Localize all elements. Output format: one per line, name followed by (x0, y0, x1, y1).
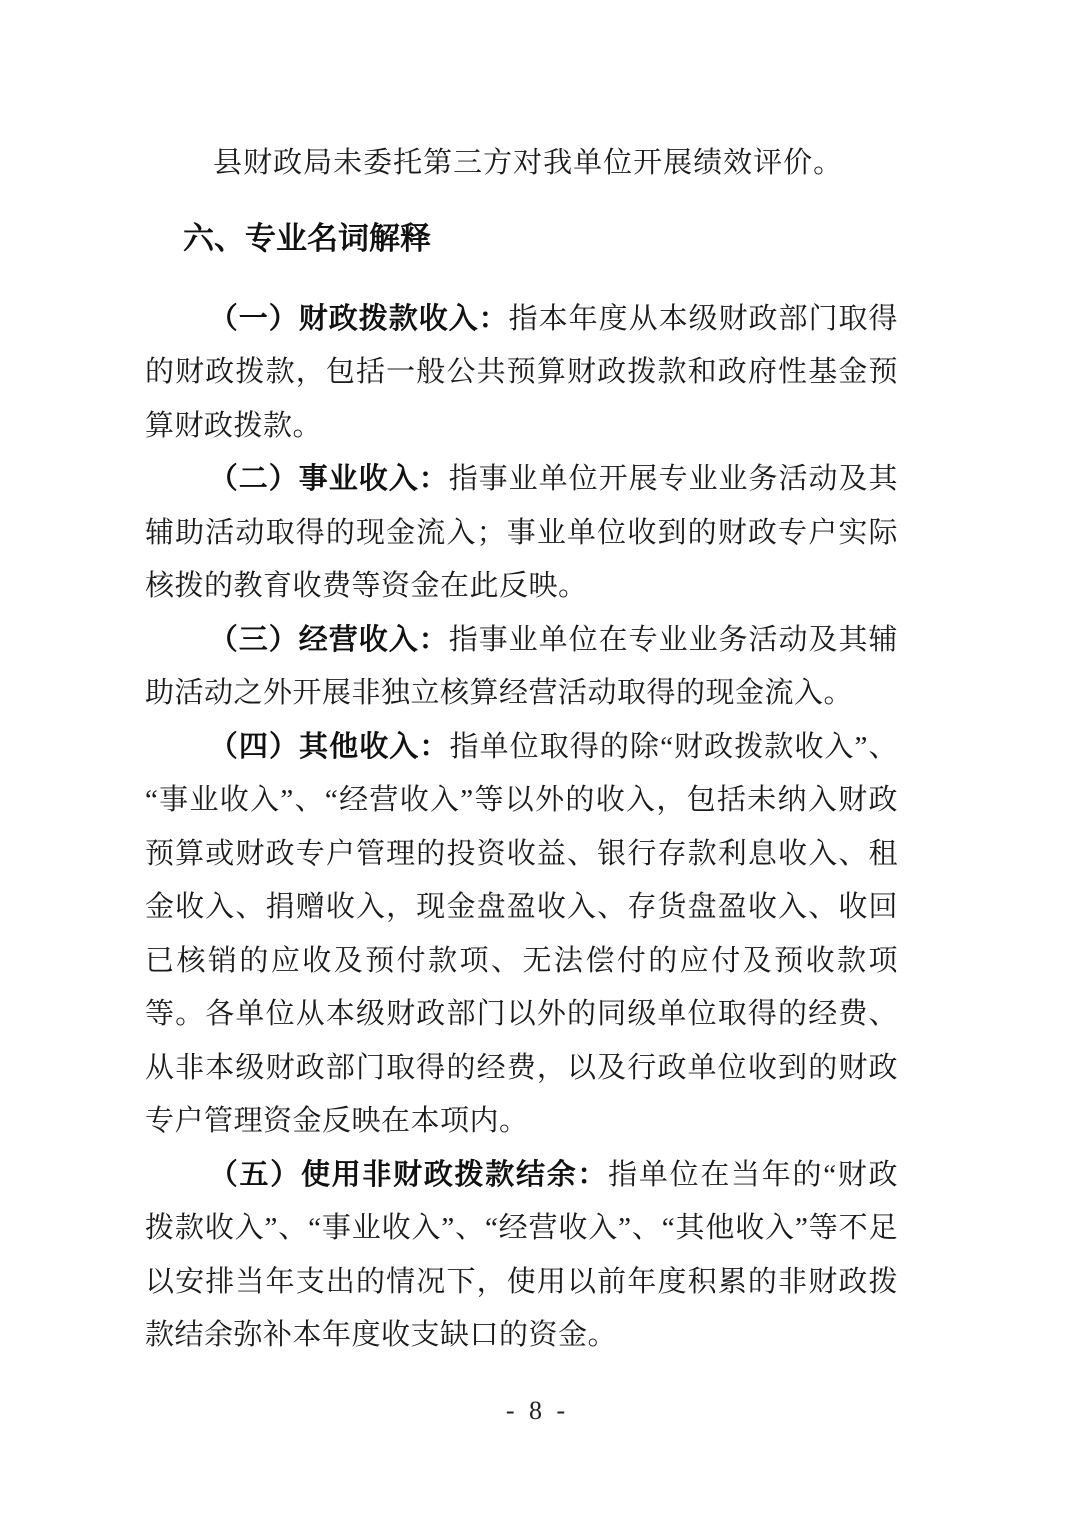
intro-paragraph: 县财政局未委托第三方对我单位开展绩效评价。 (213, 147, 844, 179)
term-paragraph-5 (145, 1149, 898, 1363)
term-paragraph-3 (145, 614, 898, 721)
term-lead-4: （四）其他收入： (208, 730, 450, 763)
page-number: - 8 - (505, 1396, 570, 1425)
term-paragraph-2 (145, 453, 898, 614)
section-heading: 六、专业名词解释 (183, 220, 431, 256)
term-body-5: 指单位在当年的“财政拨款收入”、“事业收入”、“经营收入”、“其他收入”等不足以安排当年支出的情况下，使用以前年度积累的非财政拨款结余弥补本年度收支缺口的资金。 (145, 1158, 898, 1351)
term-lead-1: （一）财政拨款收入： (208, 302, 509, 335)
term-body-3: 指事业单位在专业业务活动及其辅助活动之外开展非独立核算经营活动取得的现金流入。 (145, 623, 898, 709)
term-lead-2: （二）事业收入： (208, 463, 449, 495)
document-content (145, 0, 898, 1363)
term-lead-3: （三）经营收入： (208, 623, 449, 656)
term-body-1: 指本年度从本级财政部门取得的财政拨款，包括一般公共预算财政拨款和政府性基金预算财政拨款。 (145, 302, 898, 442)
term-body-2: 指事业单位开展专业业务活动及其辅助活动取得的现金流入；事业单位收到的财政专户实际核拨的教育收费等资金在此反映。 (145, 463, 898, 602)
term-lead-5: （五）使用非财政拨款结余： (208, 1158, 609, 1191)
term-paragraph-4 (145, 721, 898, 1149)
term-body-4: 指单位取得的除“财政拨款收入”、“事业收入”、“经营收入”等以外的收入，包括未纳入财政预算或财政专户管理的投资收益、银行存款利息收入、租金收入、捐赠收入，现金盘盈收入、存货盘盈收入、收回已核销的应收及预付款项、无法偿付的应付及预收款项等。各单位从本级财政部门以外的同级单位取得的经费、从非本级财政部门取得的经费，以及行政单位收到的财政专户管理资金反映在本项内。 (145, 730, 898, 1137)
term-paragraph-1 (145, 293, 898, 454)
